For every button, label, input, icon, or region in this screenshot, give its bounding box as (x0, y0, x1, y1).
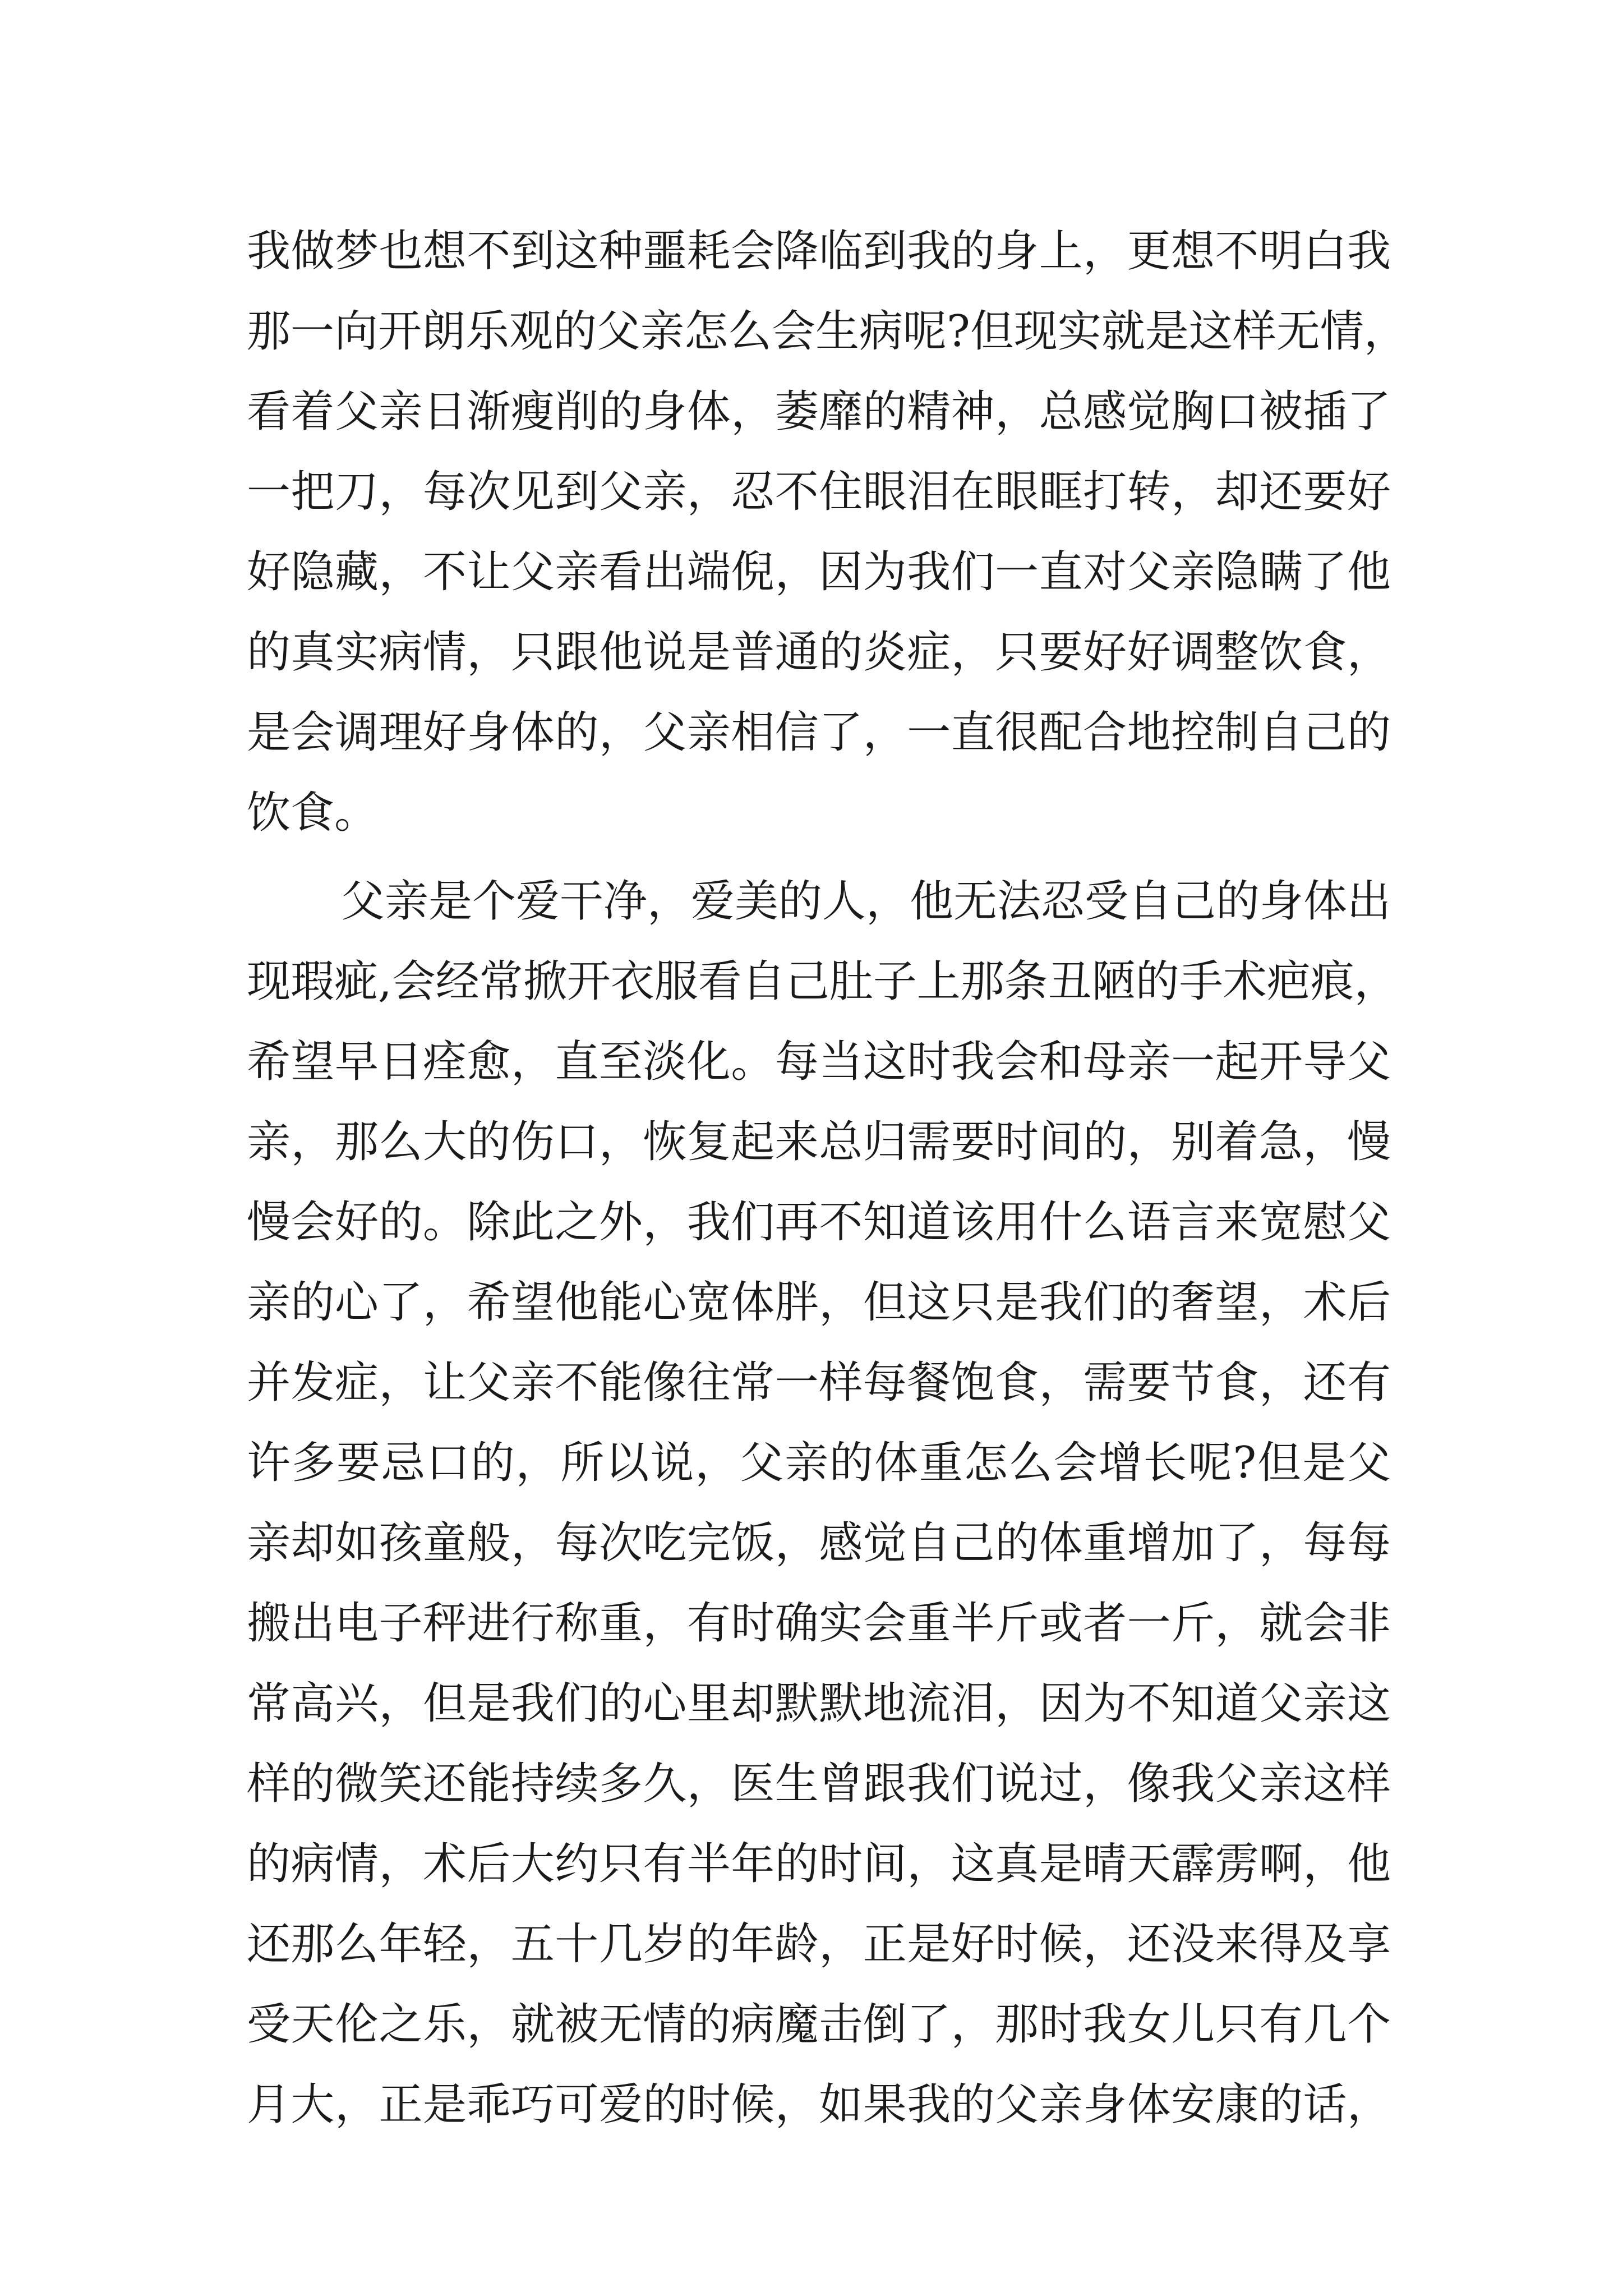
text-line: 受天伦之乐，就被无情的病魔击倒了，那时我女儿只有几个 (247, 1999, 1391, 2050)
text-line: 一把刀，每次见到父亲，忍不住眼泪在眼眶打转，却还要好 (247, 467, 1391, 517)
text-line: 常高兴，但是我们的心里却默默地流泪，因为不知道父亲这 (247, 1678, 1391, 1729)
text-line: 的病情，术后大约只有半年的时间，这真是晴天霹雳啊，他 (247, 1839, 1391, 1889)
text-line: 我做梦也想不到这种噩耗会降临到我的身上，更想不明白我 (247, 226, 1391, 277)
text-line: 搬出电子秤进行称重，有时确实会重半斤或者一斤，就会非 (247, 1598, 1391, 1649)
text-line: 那一向开朗乐观的父亲怎么会生病呢?但现实就是这样无情， (247, 306, 1408, 357)
text-line: 月大，正是乖巧可爱的时候，如果我的父亲身体安康的话， (247, 2079, 1391, 2130)
text-line: 亲，那么大的伤口，恢复起来总归需要时间的，别着急，慢 (247, 1117, 1391, 1167)
text-line: 的真实病情，只跟他说是普通的炎症，只要好好调整饮食， (247, 627, 1391, 678)
text-line: 亲的心了，希望他能心宽体胖，但这只是我们的奢望，术后 (247, 1277, 1391, 1328)
text-line: 并发症，让父亲不能像往常一样每餐饱食，需要节食，还有 (247, 1358, 1391, 1408)
text-line: 慢会好的。除此之外，我们再不知道该用什么语言来宽慰父 (247, 1197, 1391, 1248)
paragraph-1 (247, 211, 1408, 853)
text-line: 希望早日痊愈，直至淡化。每当这时我会和母亲一起开导父 (247, 1037, 1391, 1087)
text-line: 样的微笑还能持续多久，医生曾跟我们说过，像我父亲这样 (247, 1759, 1391, 1809)
text-line: 许多要忌口的，所以说，父亲的体重怎么会增长呢?但是父 (247, 1438, 1391, 1488)
text-line: 亲却如孩童般，每次吃完饭，感觉自己的体重增加了，每每 (247, 1518, 1391, 1568)
text-line: 是会调理好身体的，父亲相信了，一直很配合地控制自己的 (247, 707, 1391, 758)
text-line: 还那么年轻，五十几岁的年龄，正是好时候，还没来得及享 (247, 1919, 1391, 1970)
text-line: 看着父亲日渐瘦削的身体，萎靡的精神，总感觉胸口被插了 (247, 386, 1391, 437)
text-line: 父亲是个爱干净，爱美的人，他无法忍受自己的身体出 (341, 876, 1391, 927)
text-line: 现瑕疵,会经常掀开衣服看自己肚子上那条丑陋的手术疤痕， (247, 956, 1398, 1007)
text-line: 饮食。 (247, 788, 379, 838)
text-line: 好隐藏，不让父亲看出端倪，因为我们一直对父亲隐瞒了他 (247, 547, 1391, 597)
paragraph-2 (247, 862, 1398, 2145)
